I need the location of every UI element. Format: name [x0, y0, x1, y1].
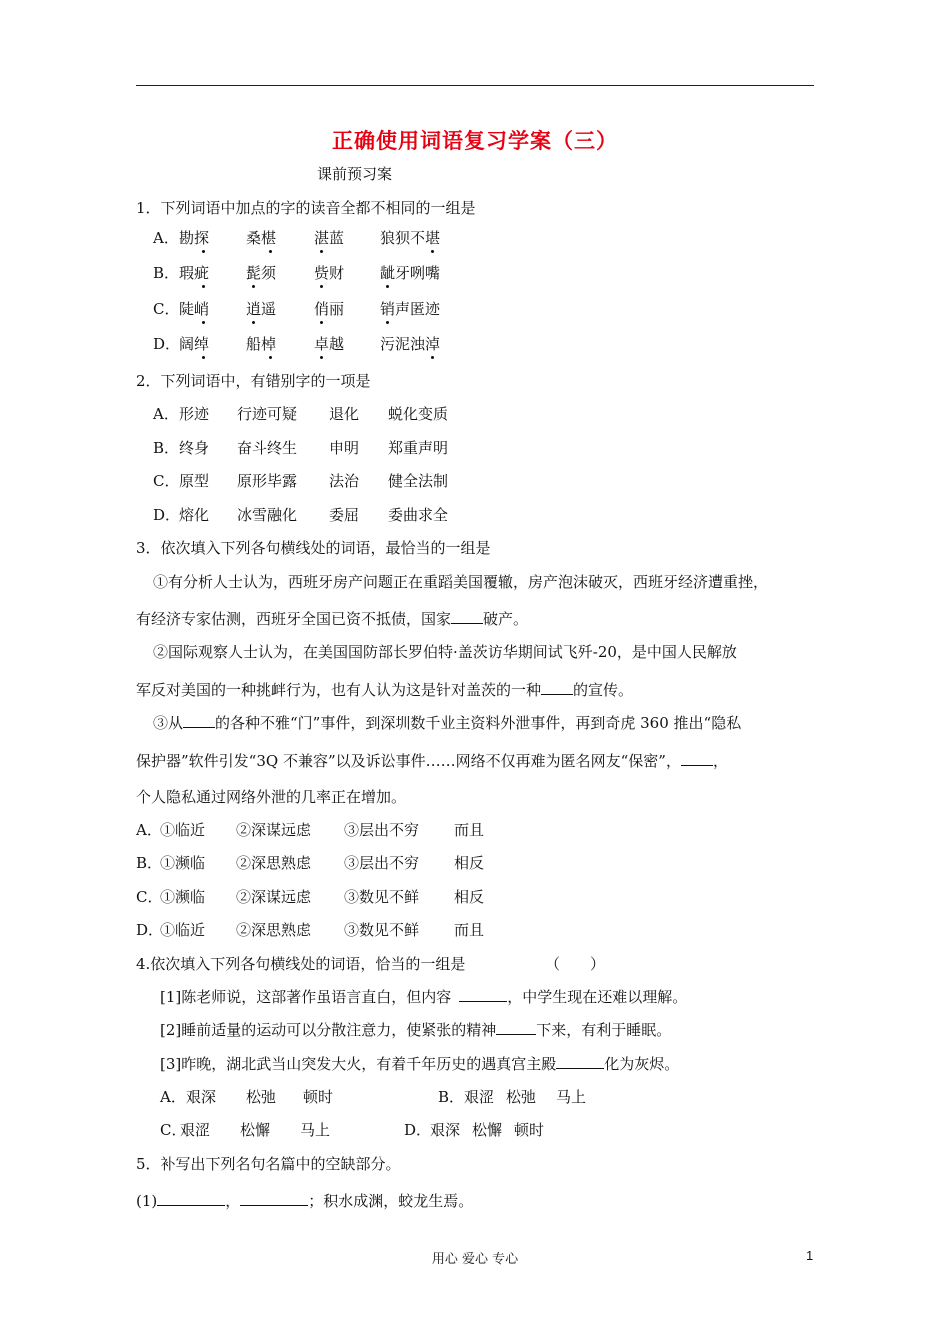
q3-passage-3b: 保护器”软件引发“3Q 不兼容”以及诉讼事件……网络不仅再难为匿名网友“保密”， ，	[136, 752, 728, 770]
emphasis-dot	[425, 228, 440, 248]
emphasis-dot	[263, 228, 278, 248]
fill-blank[interactable]	[496, 1020, 536, 1035]
emphasis-dot	[263, 334, 278, 354]
fill-blank[interactable]	[183, 713, 215, 728]
emphasis-dot	[196, 299, 211, 319]
q4-option-a: A． 艰深 松弛 顿时	[160, 1088, 334, 1106]
fill-blank[interactable]	[451, 609, 483, 624]
q1-c-w1: 陡峭	[179, 300, 210, 318]
q4-sentence-1: [1]陈老师说，这部著作虽语言直白，但内容 ，中学生现在还难以理解。	[160, 988, 688, 1006]
emphasis-dot	[314, 334, 329, 354]
q1-a-w3: 湛蓝	[314, 229, 345, 247]
q4-option-d: D． 艰深 松懈 顿时	[404, 1121, 545, 1139]
q3-passage-3a: ③从 的各种不雅“门”事件，到深圳数千业主资料外泄事件，再到奇虎 360 推出“隐私	[153, 714, 742, 732]
q1-a-w2: 桑椹	[246, 229, 277, 247]
emphasis-dot	[196, 334, 211, 354]
q1-b-w3: 赀财	[314, 264, 345, 282]
emphasis-dot	[314, 228, 329, 248]
q3-passage-1a: ①有分析人士认为，西班牙房产问题正在重蹈美国覆辙，房产泡沫破灭，西班牙经济遭重挫，	[153, 573, 769, 591]
q3-stem: 3．依次填入下列各句横线处的词语，最恰当的一组是	[136, 539, 491, 557]
fill-blank[interactable]	[541, 680, 573, 695]
q2-option-c: C． 原型 原形毕露 法治 健全法制	[153, 472, 449, 490]
q3-passage-1b: 有经济专家估测，西班牙全国已资不抵债，国家 破产。	[136, 610, 529, 628]
q3-passage-3c: 个人隐私通过网络外泄的几率正在增加。	[136, 788, 407, 806]
page-footer: 用心 爱心 专心	[431, 1252, 519, 1267]
page-title: 正确使用词语复习学案（三）	[332, 128, 618, 153]
emphasis-dot	[246, 263, 261, 283]
q3-option-c: C． ①濒临 ②深谋远虑 ③数见不鲜 相反	[136, 888, 485, 906]
q1-d-w4: 污泥浊淖	[380, 335, 441, 353]
q3-option-b: B． ①濒临 ②深思熟虑 ③层出不穷 相反	[136, 854, 485, 872]
header-rule	[136, 85, 814, 86]
fill-blank[interactable]	[459, 987, 507, 1002]
q1-b-w1: 瑕疵	[179, 264, 210, 282]
emphasis-dot	[196, 228, 211, 248]
emphasis-dot	[380, 299, 395, 319]
q3-option-a: A． ①临近 ②深谋远虑 ③层出不穷 而且	[136, 821, 485, 839]
q4-sentence-3: [3]昨晚，湖北武当山突发大火，有着千年历史的遇真宫主殿 化为灰烬。	[160, 1055, 680, 1073]
q1-d-w3: 卓越	[314, 335, 345, 353]
q4-sentence-2: [2]睡前适量的运动可以分散注意力，使紧张的精神 下来，有利于睡眠。	[160, 1021, 672, 1039]
q1-d-w1: 阔绰	[179, 335, 210, 353]
q4-stem: 4.依次填入下列各句横线处的词语，恰当的一组是	[136, 955, 466, 973]
q1-stem: 1．下列词语中加点的字的读音全都不相同的一组是	[136, 199, 476, 217]
fill-blank[interactable]	[681, 751, 713, 766]
emphasis-dot	[380, 263, 395, 283]
q3-option-d: D． ①临近 ②深思熟虑 ③数见不鲜 而且	[136, 921, 485, 939]
q5-stem: 5．补写出下列名句名篇中的空缺部分。	[136, 1155, 401, 1173]
q2-stem: 2．下列词语中，有错别字的一项是	[136, 372, 371, 390]
fill-blank[interactable]	[556, 1054, 604, 1069]
section-subtitle: 课前预习案	[317, 165, 393, 183]
q1-c-w3: 俏丽	[314, 300, 345, 318]
q1-d-w2: 船棹	[246, 335, 277, 353]
q3-passage-2b: 军反对美国的一种挑衅行为，也有人认为这是针对盖茨的一种 的宣传。	[136, 681, 634, 699]
emphasis-dot	[314, 263, 329, 283]
q1-option-a: A． 勘探 桑椹 湛蓝 狼狈不堪	[153, 229, 441, 247]
q2-option-b: B． 终身 奋斗终生 申明 郑重声明	[153, 439, 449, 457]
q1-a-w1: 勘探	[179, 229, 210, 247]
q1-b-w4: 龇牙咧嘴	[380, 264, 441, 282]
q1-c-w4: 销声匿迹	[380, 300, 441, 318]
q1-b-w2: 髭须	[246, 264, 277, 282]
q2-option-d: D． 熔化 冰雪融化 委屈 委曲求全	[153, 506, 449, 524]
q3-passage-2a: ②国际观察人士认为，在美国国防部长罗伯特·盖茨访华期间试飞歼-20，是中国人民解放	[153, 643, 737, 661]
emphasis-dot	[246, 299, 261, 319]
q2-option-a: A． 形迹 行迹可疑 退化 蜕化变质	[153, 405, 449, 423]
q1-c-w2: 逍遥	[246, 300, 277, 318]
q1-a-w4: 狼狈不堪	[380, 229, 441, 247]
emphasis-dot	[196, 263, 211, 283]
q5-item-1: (1) ， ；积水成渊，蛟龙生焉。	[136, 1192, 474, 1210]
q1-option-b: B． 瑕疵 髭须 赀财 龇牙咧嘴	[153, 264, 441, 282]
q4-option-c: C． 艰涩 松懈 马上	[160, 1121, 331, 1139]
fill-blank[interactable]	[157, 1191, 225, 1206]
q1-option-c: C． 陡峭 逍遥 俏丽 销声匿迹	[153, 300, 441, 318]
page-number: 1	[806, 1248, 814, 1263]
emphasis-dot	[314, 299, 329, 319]
emphasis-dot	[425, 334, 440, 354]
q4-answer-paren: （ ）	[545, 955, 606, 973]
q1-option-d: D． 阔绰 船棹 卓越 污泥浊淖	[153, 335, 441, 353]
fill-blank[interactable]	[240, 1191, 308, 1206]
q4-option-b: B． 艰涩 松弛 马上	[438, 1088, 587, 1106]
